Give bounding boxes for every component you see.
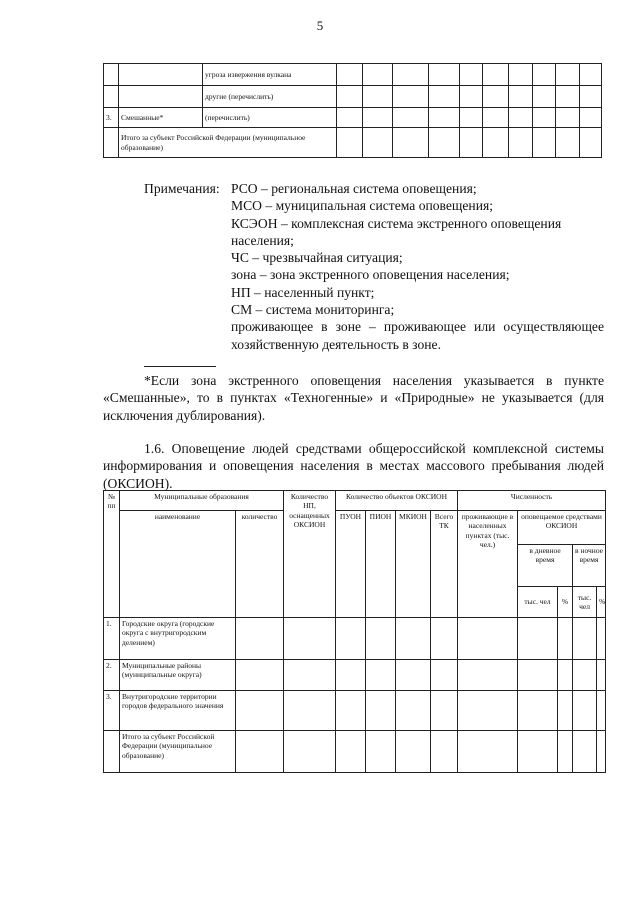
notes-block bbox=[144, 180, 604, 353]
row-label: Внутригородские территории городов федерального значения bbox=[120, 691, 236, 731]
row-label: Итого за субъект Российской Федерации (муниципальное образование) bbox=[120, 731, 236, 773]
alert-zones-table-continuation bbox=[103, 63, 602, 158]
table-row: 3. Внутригородские территории городов федерального значения bbox=[104, 691, 606, 731]
col-header-num: № пп bbox=[104, 491, 120, 618]
col-header-objects: Количество объектов ОКСИОН bbox=[336, 491, 458, 511]
note-item: проживающее в зоне – проживающее или осуществляющее хозяйственную деятельность в зоне. bbox=[231, 319, 604, 352]
col-header-count: количество bbox=[236, 511, 284, 618]
table-total-row bbox=[104, 731, 606, 773]
row-label: Городские округа (городские округа с внутригородским делением) bbox=[120, 618, 236, 660]
note-item: МСО – муниципальная система оповещения; bbox=[231, 198, 494, 214]
note-item: РСО – региональная система оповещения; bbox=[231, 181, 477, 196]
col-header-municipal: Муниципальные образования bbox=[120, 491, 284, 511]
section-paragraph: 1.6. Оповещение людей средствами общероссийской комплексной системы информирования и оповещения населения в местах массового пребывания людей (ОКСИОН). bbox=[103, 441, 604, 491]
note-item: СМ – система мониторинга; bbox=[231, 302, 395, 318]
note-item: зона – зона экстренного оповещения населения; bbox=[231, 267, 510, 283]
notes-label: Примечания: bbox=[144, 181, 220, 196]
col-header-mkion: МКИОН bbox=[396, 511, 431, 618]
col-header-living: проживающие в населенных пунктах (тыс. чел.) bbox=[458, 511, 518, 618]
col-header-np: Количество НП, оснащенных ОКСИОН bbox=[284, 491, 336, 618]
table-row: 3. Смешанные* (перечислить) bbox=[104, 108, 602, 128]
col-header-puon: ПУОН bbox=[336, 511, 366, 618]
note-item: ЧС – чрезвычайная ситуация; bbox=[231, 250, 403, 266]
oksion-table bbox=[103, 490, 606, 773]
col-header-name: наименование bbox=[120, 511, 236, 618]
col-header-percent: % bbox=[597, 587, 606, 618]
col-header-night: в ночное время bbox=[573, 545, 606, 587]
footnote: *Если зона экстренного оповещения населения указывается в пункте «Смешанные», то в пунктах «Техногенные» и «Природные» не указывается (для исключения дублирования). bbox=[103, 373, 604, 423]
col-header-percent: % bbox=[558, 587, 573, 618]
footnote-separator bbox=[144, 366, 216, 367]
col-header-population: Численность bbox=[458, 491, 606, 511]
table-row: 2. Муниципальные районы (муниципальные округа) bbox=[104, 660, 606, 691]
table-row: угроза извержения вулкана bbox=[104, 64, 602, 86]
col-header-thousands: тыс. чел bbox=[518, 587, 558, 618]
table-total-row bbox=[104, 128, 602, 158]
col-header-pion: ПИОН bbox=[366, 511, 396, 618]
page-number: 5 bbox=[316, 18, 324, 33]
row-label: Муниципальные районы (муниципальные округа) bbox=[120, 660, 236, 691]
col-header-total-tk: Всего ТК bbox=[431, 511, 458, 618]
section-1-6 bbox=[103, 440, 604, 492]
note-item: КСЭОН – комплексная система экстренного оповещения населения; bbox=[231, 215, 562, 248]
col-header-day: в дневное время bbox=[518, 545, 573, 587]
col-header-thousands: тыс. чел bbox=[573, 587, 597, 618]
col-header-notified: оповещаемое средствами ОКСИОН bbox=[518, 511, 606, 545]
table-row: 1. Городские округа (городские округа с внутригородским делением) bbox=[104, 618, 606, 660]
table-row: другие (перечислить) bbox=[104, 86, 602, 108]
note-item: НП – населенный пункт; bbox=[231, 284, 375, 300]
total-label: Итого за субъект Российской Федерации (муниципальное образование) bbox=[119, 128, 337, 158]
